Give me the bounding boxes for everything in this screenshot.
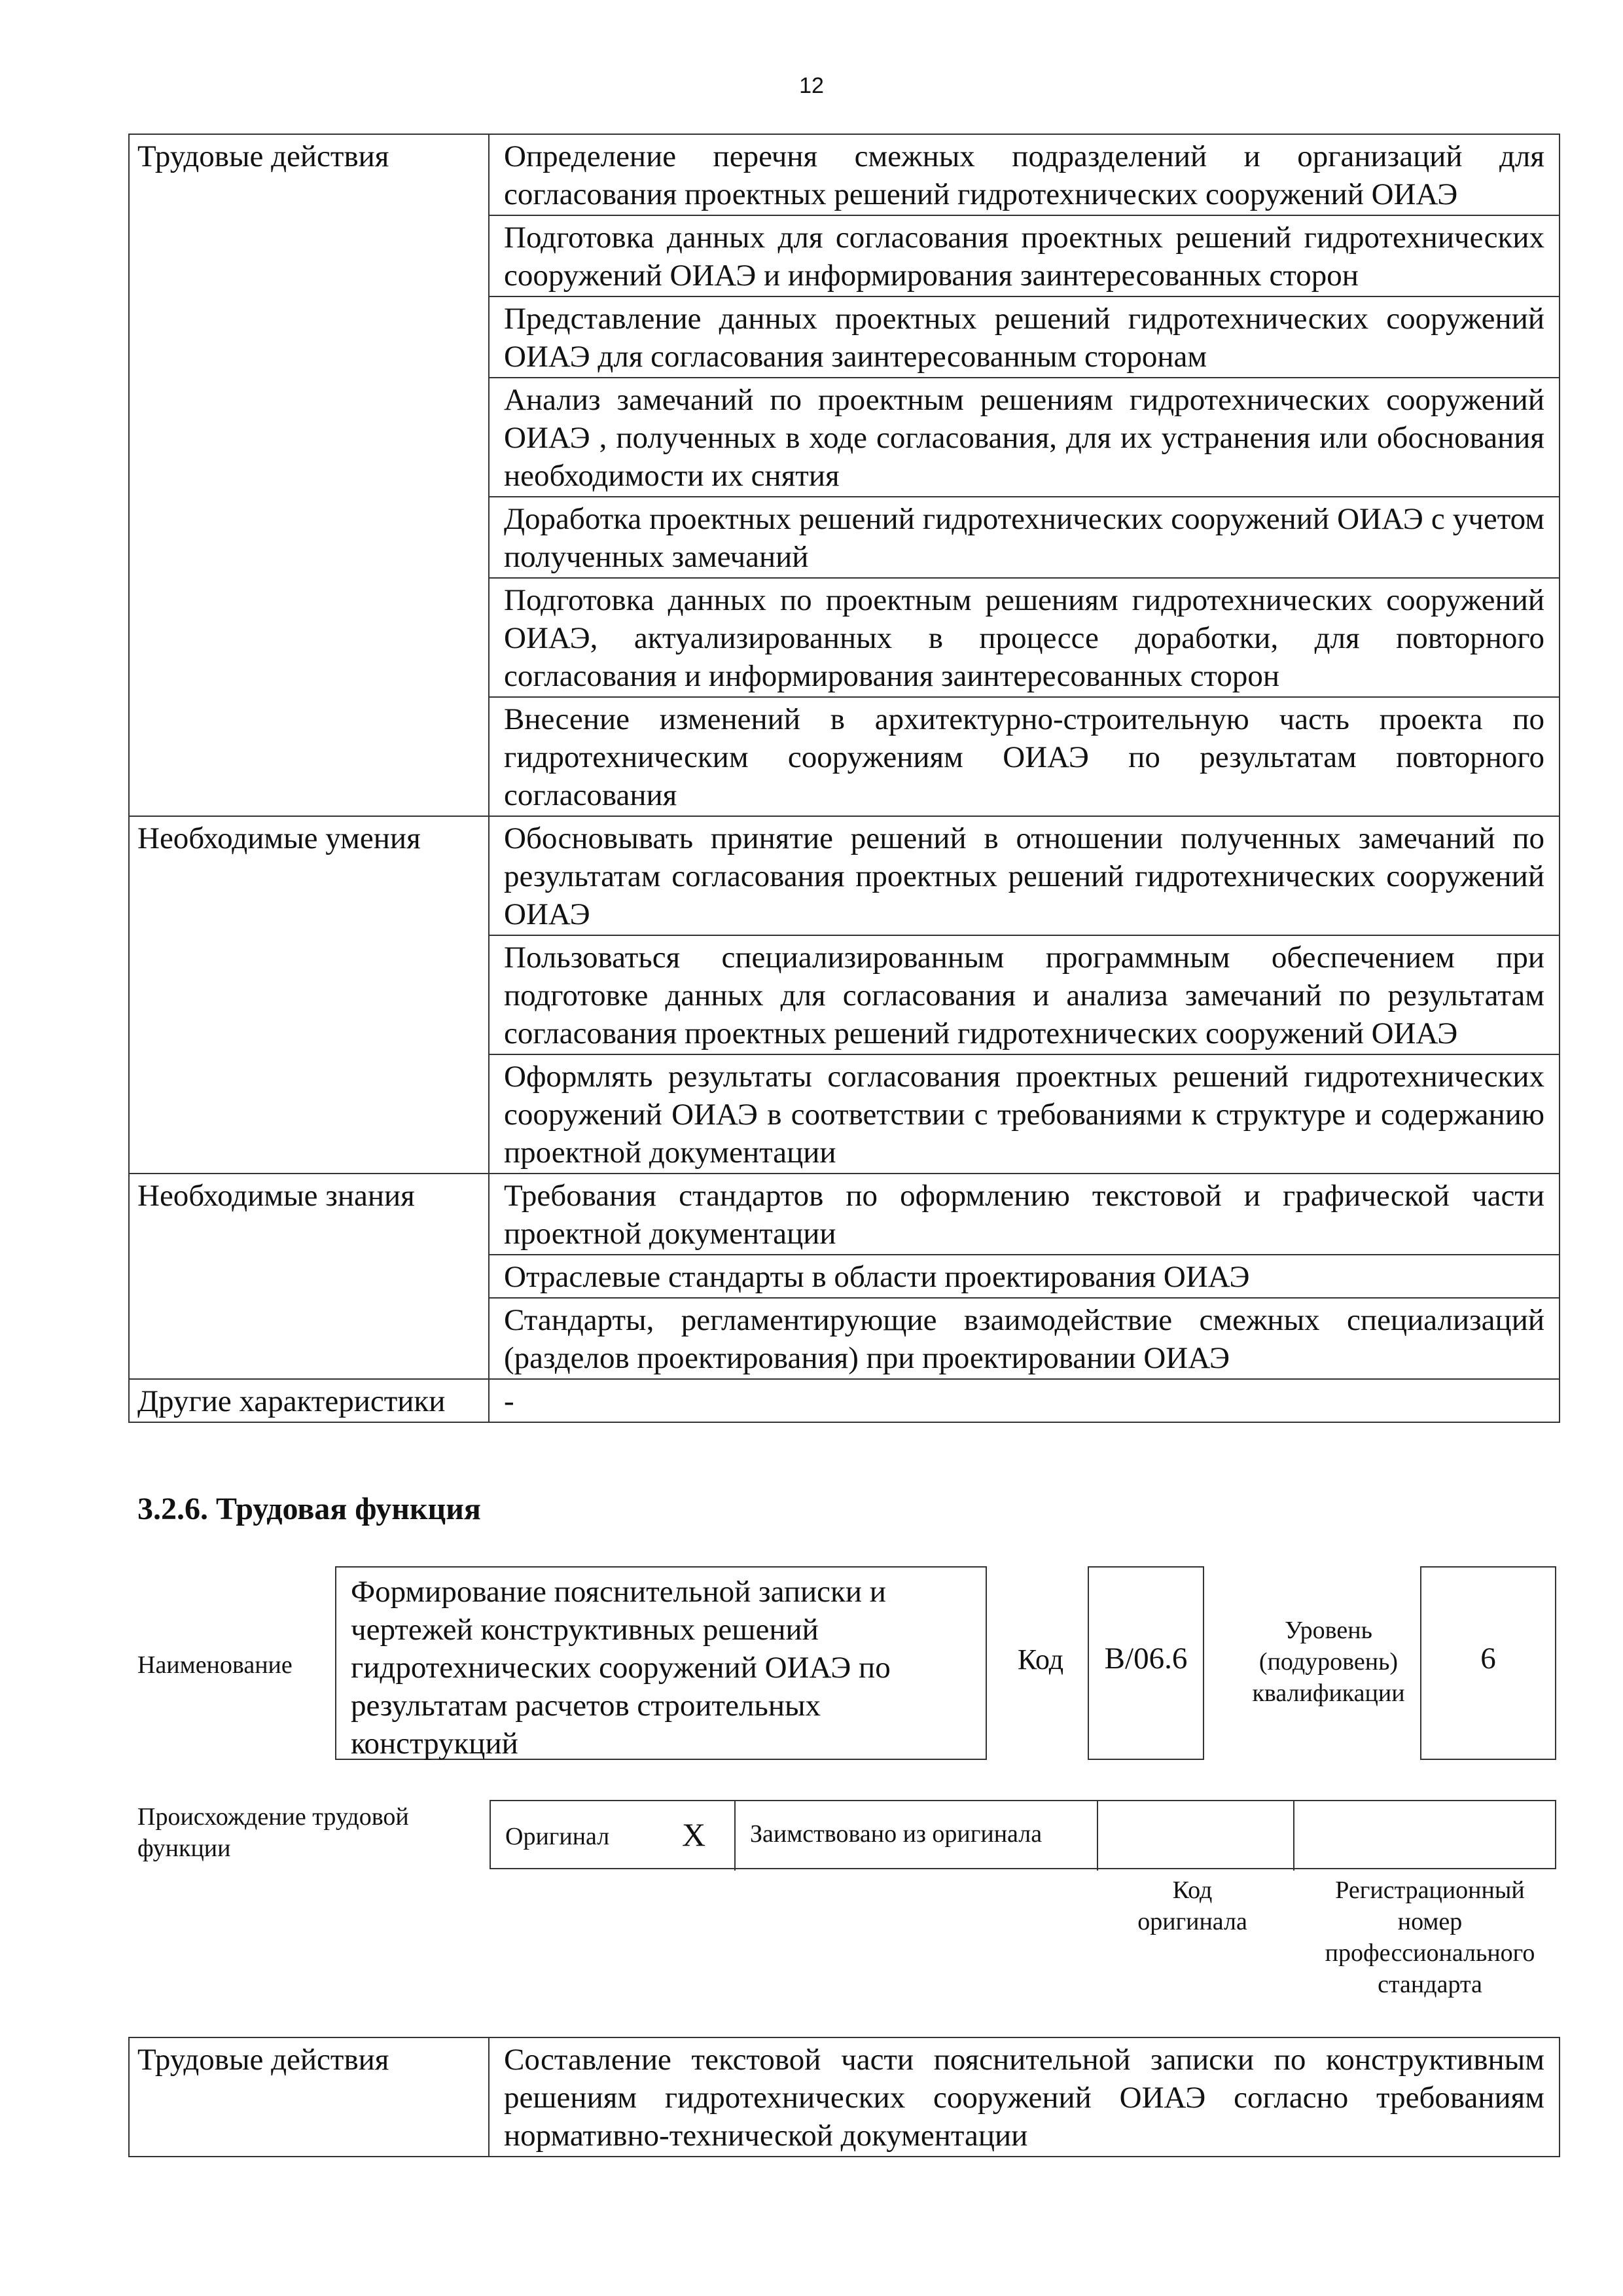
- table-row: [129, 816, 1560, 935]
- table-cell: Внесение изменений в архитектурно-строительную часть проекта по гидротехническим сооружениям ОИАЭ по результатам повторного согласования: [489, 697, 1560, 816]
- borrowed-label: Заимствовано из оригинала: [750, 1820, 1043, 1848]
- table-cell: Пользоваться специализированным программным обеспечением при подготовке данных для согласования и анализа замечаний по результатам согласования проектных решений гидротехнических сооружений ОИАЭ: [489, 935, 1560, 1054]
- function-name-box: Формирование пояснительной записки и чертежей конструктивных решений гидротехнических сооружений ОИАЭ по результатам расчетов строительных конструкций: [335, 1566, 987, 1760]
- row-label-required-skills: Необходимые умения: [129, 816, 489, 1174]
- row-label-other-characteristics: Другие характеристики: [129, 1379, 489, 1422]
- code-label: Код: [1017, 1643, 1064, 1676]
- original-mark: X: [682, 1816, 706, 1853]
- labor-functions-table: [128, 134, 1560, 1423]
- divider: [734, 1801, 736, 1871]
- table-row: [129, 1174, 1560, 1255]
- table-cell: -: [489, 1379, 1560, 1422]
- table-cell: Составление текстовой части пояснительной записки по конструктивным решениям гидротехнических сооружений ОИАЭ согласно требованиям нормативно-технической документации: [489, 2037, 1560, 2157]
- table-cell: Анализ замечаний по проектным решениям гидротехнических сооружений ОИАЭ , полученных в ходе согласования, для их устранения или обоснования необходимости их снятия: [489, 378, 1560, 497]
- table-cell: Обосновывать принятие решений в отношении полученных замечаний по результатам согласования проектных решений гидротехнических сооружений ОИАЭ: [489, 816, 1560, 935]
- table-cell: Подготовка данных для согласования проектных решений гидротехнических сооружений ОИАЭ и информирования заинтересованных сторон: [489, 215, 1560, 296]
- table-row: [129, 134, 1560, 215]
- level-label: Уровень (подуровень) квалификации: [1252, 1617, 1405, 1707]
- level-value: 6: [1480, 1641, 1496, 1676]
- name-label: Наименование: [137, 1651, 293, 1679]
- table-cell: Оформлять результаты согласования проектных решений гидротехнических сооружений ОИАЭ в соответствии с требованиями к структуре и содержанию проектной документации: [489, 1054, 1560, 1174]
- table-cell: Представление данных проектных решений гидротехнических сооружений ОИАЭ для согласования заинтересованным сторонам: [489, 296, 1560, 378]
- level-value-box: [1420, 1566, 1556, 1760]
- code-value-box: [1088, 1566, 1204, 1760]
- original-label: Оригинал: [505, 1823, 610, 1850]
- row-label-labor-actions: Трудовые действия: [129, 134, 489, 816]
- orig-code-label: Код оригинала: [1137, 1876, 1247, 1935]
- labor-actions-table: [128, 2037, 1560, 2157]
- table-cell: Доработка проектных решений гидротехнических сооружений ОИАЭ с учетом полученных замечаний: [489, 497, 1560, 578]
- divider: [1293, 1801, 1294, 1871]
- reg-number-label: Регистрационный номер профессионального стандарта: [1325, 1876, 1535, 1998]
- table-cell: Требования стандартов по оформлению текстовой и графической части проектной документации: [489, 1174, 1560, 1255]
- table-cell: Определение перечня смежных подразделений и организаций для согласования проектных решений гидротехнических сооружений ОИАЭ: [489, 134, 1560, 215]
- table-cell: Стандарты, регламентирующие взаимодействие смежных специализаций (разделов проектирования) при проектировании ОИАЭ: [489, 1298, 1560, 1379]
- row-label-labor-actions: Трудовые действия: [129, 2037, 489, 2157]
- divider: [1097, 1801, 1098, 1871]
- table-row: [129, 1379, 1560, 1422]
- origin-label: Происхождение трудовой функции: [137, 1803, 409, 1862]
- page-number: 12: [799, 73, 824, 98]
- origin-table: [490, 1800, 1556, 1869]
- table-row: [129, 2037, 1560, 2157]
- row-label-required-knowledge: Необходимые знания: [129, 1174, 489, 1379]
- code-value: B/06.6: [1104, 1641, 1188, 1676]
- table-cell: Отраслевые стандарты в области проектирования ОИАЭ: [489, 1255, 1560, 1298]
- section-title: 3.2.6. Трудовая функция: [137, 1492, 481, 1526]
- table-cell: Подготовка данных по проектным решениям гидротехнических сооружений ОИАЭ, актуализированных в процессе доработки, для повторного согласования и информирования заинтересованных сторон: [489, 578, 1560, 697]
